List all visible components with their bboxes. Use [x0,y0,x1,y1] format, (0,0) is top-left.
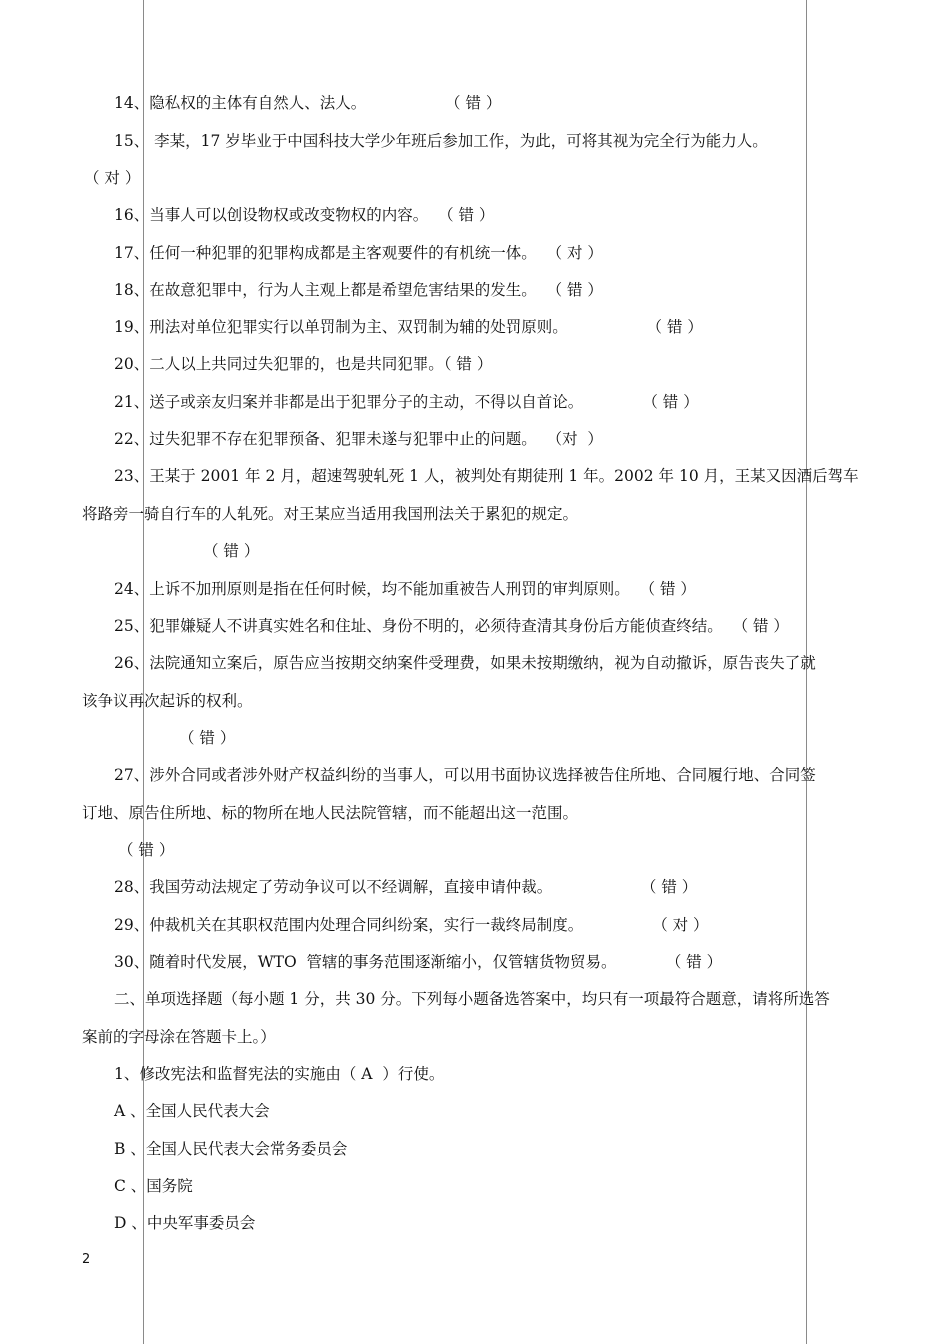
question-22: 22、过失犯罪不存在犯罪预备、犯罪未遂与犯罪中止的问题。 （对 ） [114,430,603,448]
question-19: 19、刑法对单位犯罪实行以单罚制为主、双罚制为辅的处罚原则。 （ 错 ） [114,318,703,336]
question-20: 20、二人以上共同过失犯罪的，也是共同犯罪。（ 错 ） [114,355,493,373]
question-27-continued: 订地、原告住所地、标的物所在地人民法院管辖，而不能超出这一范围。 [82,804,579,822]
question-26-continued: 该争议再次起诉的权利。 [82,692,253,710]
section-2-heading-continued: 案前的字母涂在答题卡上。） [82,1028,276,1046]
question-15-answer: （ 对 ） [84,169,141,187]
question-28: 28、我国劳动法规定了劳动争议可以不经调解，直接申请仲裁。 （ 错 ） [114,878,698,896]
question-23-continued: 将路旁一骑自行车的人轧死。对王某应当适用我国刑法关于累犯的规定。 [82,505,579,523]
page-number: 2 [82,1252,91,1267]
option-c: C 、国务院 [114,1177,193,1195]
question-14: 14、隐私权的主体有自然人、法人。 （ 错 ） [114,94,502,112]
option-a: A 、全国人民代表大会 [114,1102,270,1120]
question-27: 27、涉外合同或者涉外财产权益纠纷的当事人，可以用书面协议选择被告住所地、合同履行地、合同签 [114,766,816,784]
question-17: 17、任何一种犯罪的犯罪构成都是主客观要件的有机统一体。 （ 对 ） [114,244,603,262]
choice-question-1: 1、修改宪法和监督宪法的实施由（ A ）行使。 [114,1065,445,1083]
question-30: 30、随着时代发展，WTO 管辖的事务范围逐渐缩小，仅管辖货物贸易。 （ 错 ） [114,953,723,971]
section-2-heading: 二、单项选择题（每小题 1 分，共 30 分。下列每小题备选答案中，均只有一项最符合题意，请将所选答 [114,990,830,1008]
question-23-answer: （ 错 ） [203,542,260,560]
question-16: 16、当事人可以创设物权或改变物权的内容。 （ 错 ） [114,206,495,224]
question-15: 15、 李某，17 岁毕业于中国科技大学少年班后参加工作，为此，可将其视为完全行为能力人。 [114,132,768,150]
option-d: D 、中央军事委员会 [114,1214,256,1232]
option-b: B 、全国人民代表大会常务委员会 [114,1140,348,1158]
question-29: 29、仲裁机关在其职权范围内处理合同纠纷案，实行一裁终局制度。 （ 对 ） [114,916,709,934]
question-23: 23、王某于 2001 年 2 月，超速驾驶轧死 1 人，被判处有期徒刑 1 年。2002 年 10 月，王某又因酒后驾车 [114,467,859,485]
question-24: 24、上诉不加刑原则是指在任何时候，均不能加重被告人刑罚的审判原则。 （ 错 ） [114,580,696,598]
question-26-answer: （ 错 ） [179,729,236,747]
question-18: 18、在故意犯罪中，行为人主观上都是希望危害结果的发生。 （ 错 ） [114,281,603,299]
question-21: 21、送子或亲友归案并非都是出于犯罪分子的主动，不得以自首论。 （ 错 ） [114,393,699,411]
question-26: 26、法院通知立案后，原告应当按期交纳案件受理费，如果未按期缴纳，视为自动撤诉，原告丧失了就 [114,654,816,672]
question-25: 25、犯罪嫌疑人不讲真实姓名和住址、身份不明的，必须待查清其身份后方能侦查终结。 （ 错 ） [114,617,789,635]
question-27-answer: （ 错 ） [118,841,175,859]
